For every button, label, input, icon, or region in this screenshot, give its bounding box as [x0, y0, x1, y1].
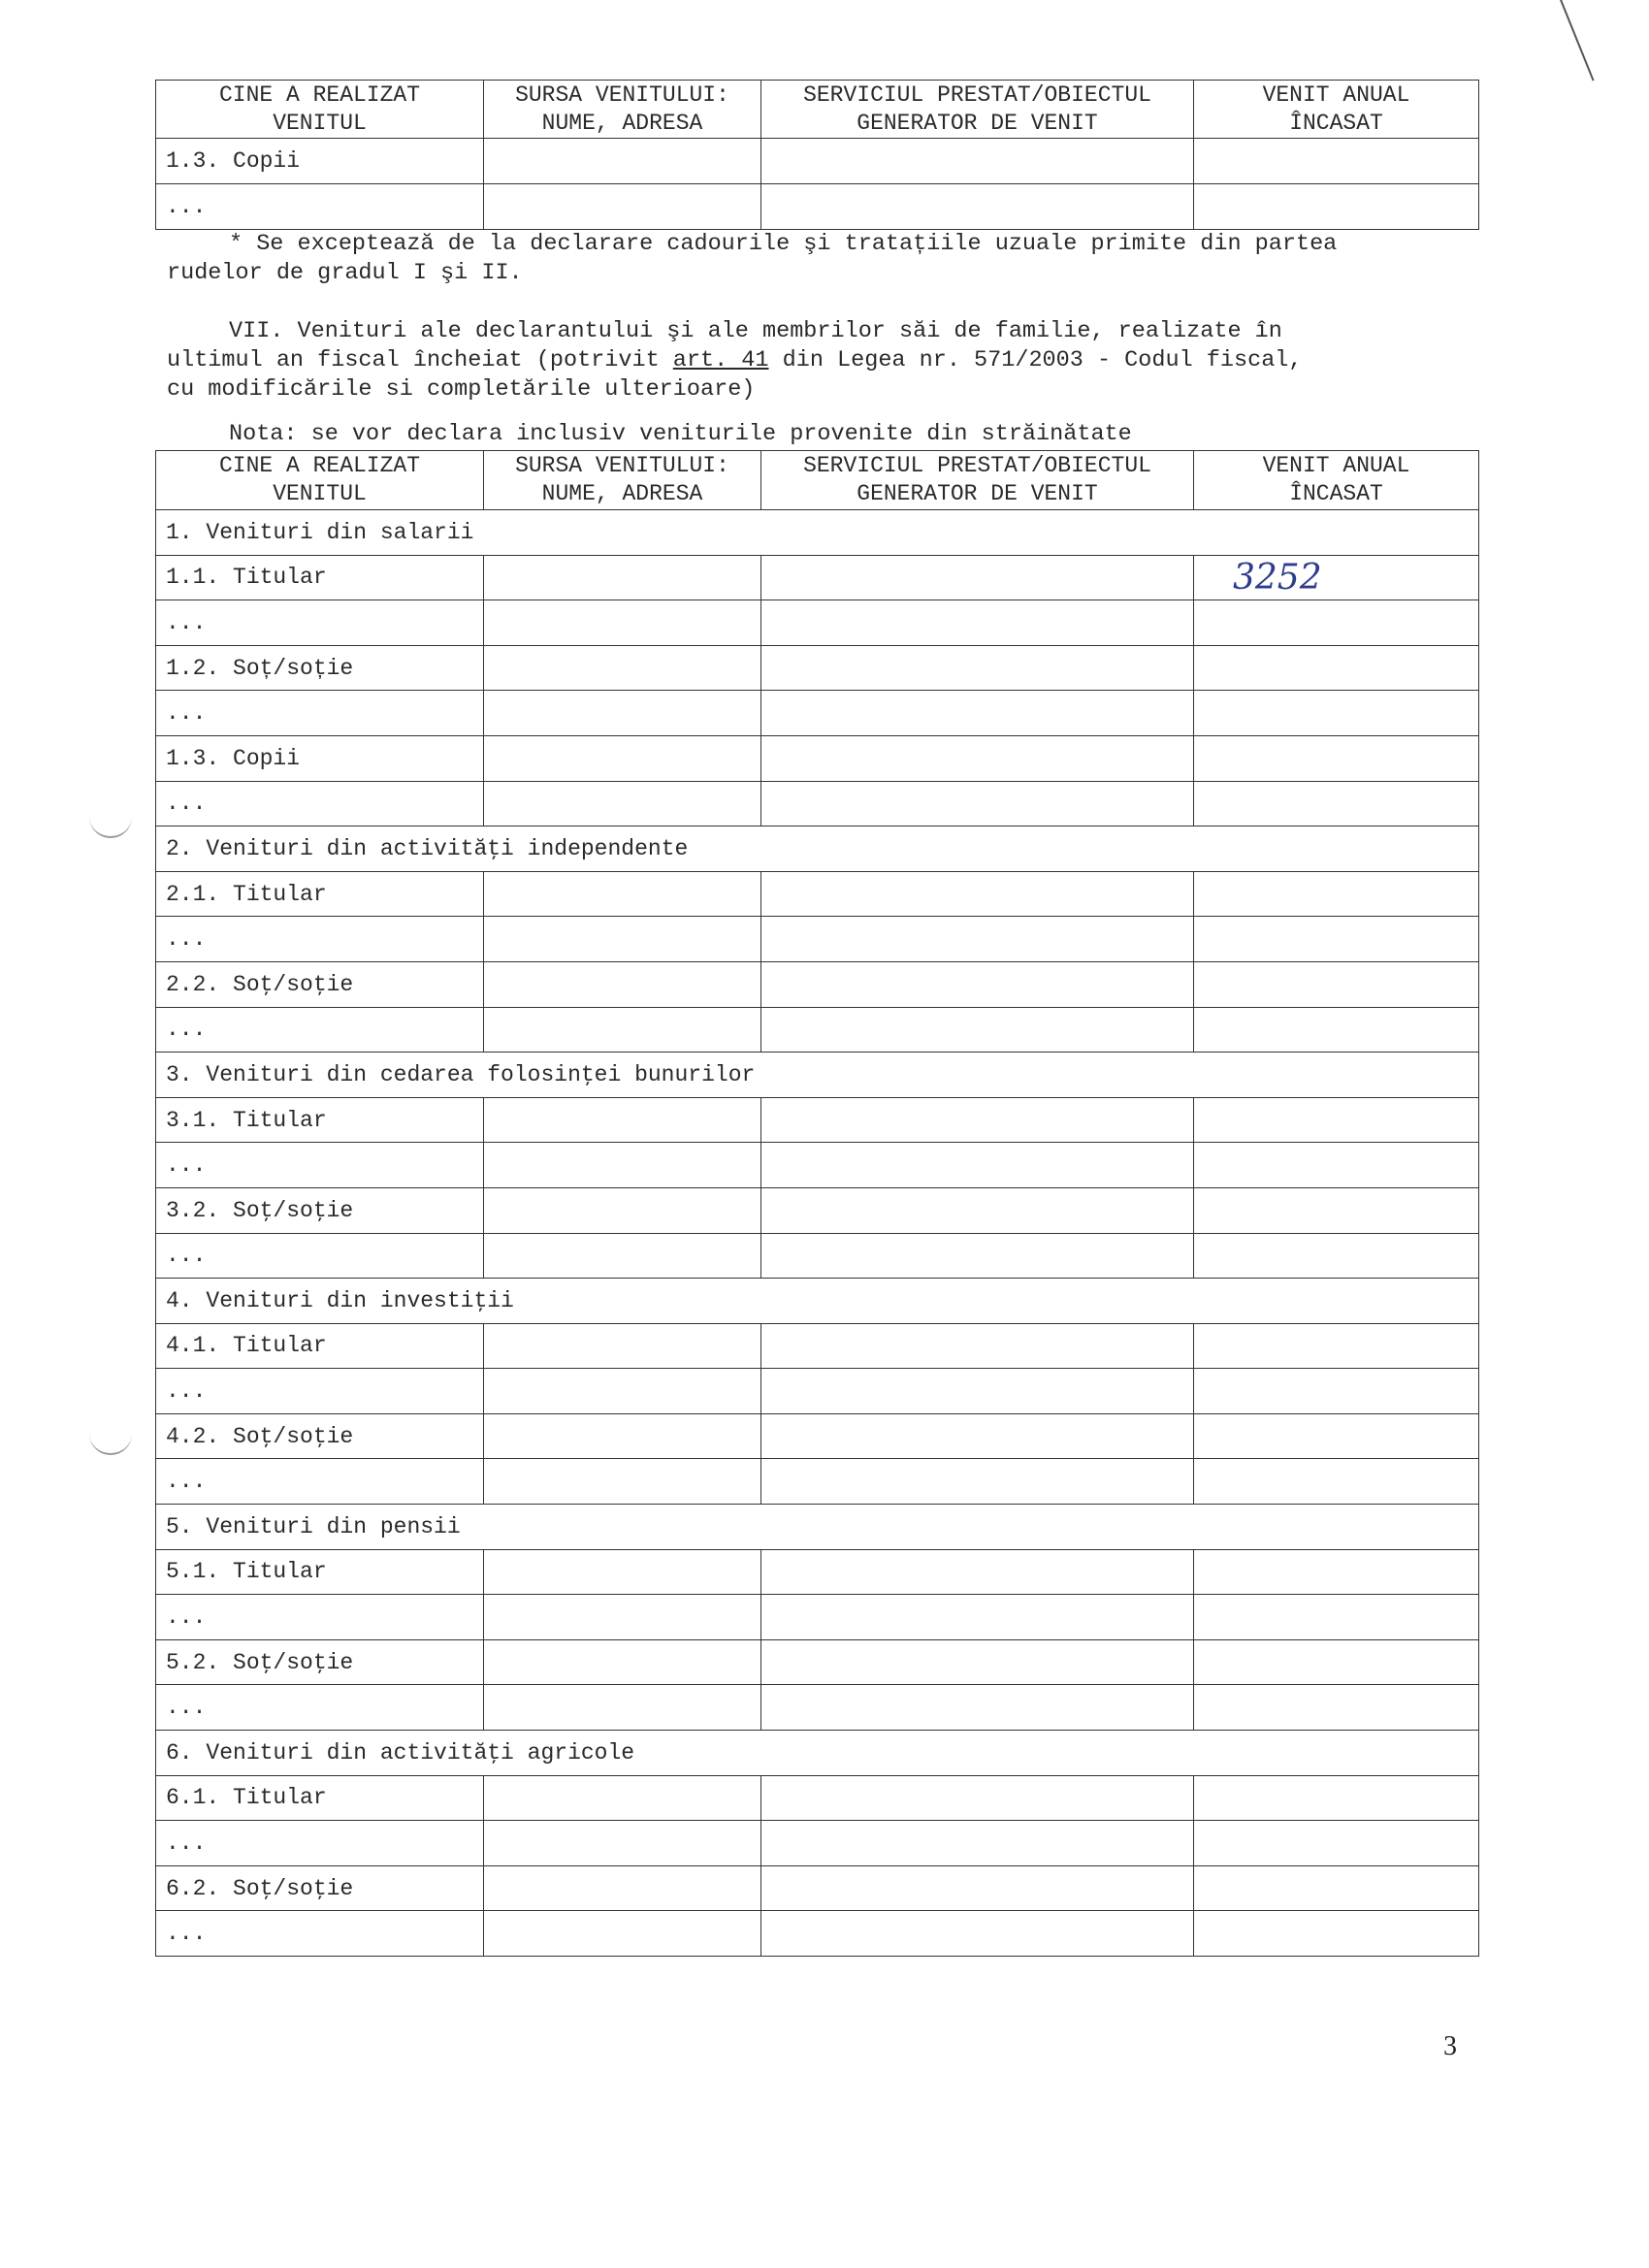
- sursa-cell: [484, 1143, 761, 1188]
- section-title: 3. Venituri din cedarea folosinţei bunurilor: [156, 1053, 1479, 1098]
- serviciul-cell: [761, 1685, 1194, 1731]
- table-row: [156, 1911, 1479, 1957]
- sursa-cell: [484, 1865, 761, 1911]
- sursa-cell: [484, 1369, 761, 1414]
- page-number: 3: [1443, 2031, 1457, 2061]
- venit-cell: [1194, 917, 1479, 962]
- header-sursa: SURSA VENITULUI: NUME, ADRESA: [484, 451, 761, 510]
- legal-reference-link[interactable]: art. 41: [672, 347, 769, 373]
- row-label: ...: [156, 1007, 484, 1053]
- table-row: [156, 781, 1479, 826]
- table-row: [156, 1865, 1479, 1911]
- venit-cell: [1194, 871, 1479, 917]
- serviciul-cell: [761, 961, 1194, 1007]
- footnote-line: * Se exceptează de la declarare cadourile şi tratațiile uzuale primite din partea: [229, 231, 1338, 257]
- sursa-cell: [484, 645, 761, 691]
- serviciul-cell: [761, 1911, 1194, 1957]
- section-row: [156, 1053, 1479, 1098]
- row-label: 6.2. Soţ/soţie: [156, 1865, 484, 1911]
- sursa-cell: [484, 1097, 761, 1143]
- row-label: ...: [156, 1685, 484, 1731]
- serviciul-cell: [761, 1187, 1194, 1233]
- table-row: [156, 1775, 1479, 1821]
- table-row: [156, 1233, 1479, 1279]
- table-row: [156, 1639, 1479, 1685]
- venit-cell: [1194, 139, 1479, 184]
- row-label: ...: [156, 1233, 484, 1279]
- venit-cell: [1194, 1143, 1479, 1188]
- row-label: 1.1. Titular: [156, 555, 484, 600]
- row-label: 6.1. Titular: [156, 1775, 484, 1821]
- row-label: ...: [156, 600, 484, 646]
- header-venit: VENIT ANUAL ÎNCASAT: [1194, 81, 1479, 139]
- table-row: [156, 691, 1479, 736]
- sursa-cell: [484, 1775, 761, 1821]
- sursa-cell: [484, 1007, 761, 1053]
- row-label: ...: [156, 1821, 484, 1866]
- punch-hole-mark: [89, 817, 132, 838]
- row-label: 1.3. Copii: [156, 735, 484, 781]
- serviciul-cell: [761, 1459, 1194, 1505]
- sursa-cell: [484, 781, 761, 826]
- row-label: ...: [156, 184, 484, 230]
- header-serviciul: SERVICIUL PRESTAT/OBIECTUL GENERATOR DE VENIT: [761, 81, 1194, 139]
- footnote-line: rudelor de gradul I şi II.: [167, 260, 523, 286]
- table-row: [156, 1459, 1479, 1505]
- serviciul-cell: [761, 1821, 1194, 1866]
- row-label: ...: [156, 1911, 484, 1957]
- row-label: 1.2. Soț/soție: [156, 645, 484, 691]
- section-line: cu modificările si completările ulterioare): [167, 376, 756, 403]
- row-label: ...: [156, 1369, 484, 1414]
- venit-cell: [1194, 1097, 1479, 1143]
- paper-fold-mark: [1560, 0, 1595, 81]
- sursa-cell: [484, 1233, 761, 1279]
- serviciul-cell: [761, 1413, 1194, 1459]
- section-title: 4. Venituri din investiţii: [156, 1279, 1479, 1324]
- table-row: [156, 555, 1479, 600]
- row-label: ...: [156, 1459, 484, 1505]
- serviciul-cell: [761, 139, 1194, 184]
- table-row: [156, 735, 1479, 781]
- serviciul-cell: [761, 781, 1194, 826]
- income-table: [155, 450, 1479, 1957]
- venit-cell: [1194, 1821, 1479, 1866]
- section-title: 6. Venituri din activităţi agricole: [156, 1731, 1479, 1776]
- serviciul-cell: [761, 1097, 1194, 1143]
- sursa-cell: [484, 1821, 761, 1866]
- sursa-cell: [484, 1459, 761, 1505]
- table-row: [156, 1685, 1479, 1731]
- venit-cell: [1194, 1187, 1479, 1233]
- serviciul-cell: [761, 871, 1194, 917]
- row-label: ...: [156, 917, 484, 962]
- serviciul-cell: [761, 1233, 1194, 1279]
- table-row: [156, 1821, 1479, 1866]
- table-row: [156, 645, 1479, 691]
- row-label: 5.2. Soţ/soţie: [156, 1639, 484, 1685]
- section-row: [156, 826, 1479, 872]
- sursa-cell: [484, 1911, 761, 1957]
- nota-text: Nota: se vor declara inclusiv veniturile provenite din străinătate: [229, 421, 1132, 447]
- section-line: VII. Venituri ale declarantului şi ale membrilor săi de familie, realizate în: [229, 318, 1282, 344]
- table-row: [156, 1369, 1479, 1414]
- row-label: 2.2. Soţ/soţie: [156, 961, 484, 1007]
- row-label: 3.2. Soţ/soţie: [156, 1187, 484, 1233]
- table-row: [156, 1007, 1479, 1053]
- sursa-cell: [484, 139, 761, 184]
- sursa-cell: [484, 555, 761, 600]
- punch-hole-mark: [89, 1434, 132, 1455]
- section-title: 1. Venituri din salarii: [156, 510, 1479, 556]
- serviciul-cell: [761, 1143, 1194, 1188]
- footnote: [167, 230, 1486, 288]
- venit-cell: [1194, 1549, 1479, 1595]
- venit-cell: [1194, 781, 1479, 826]
- serviciul-cell: [761, 1595, 1194, 1640]
- serviciul-cell: [761, 735, 1194, 781]
- venit-cell: [1194, 184, 1479, 230]
- table-row: [156, 1143, 1479, 1188]
- venit-cell: [1194, 600, 1479, 646]
- venit-cell: [1194, 1595, 1479, 1640]
- venit-cell: [1194, 691, 1479, 736]
- serviciul-cell: [761, 555, 1194, 600]
- venit-cell: [1194, 1911, 1479, 1957]
- venit-cell: [1194, 961, 1479, 1007]
- sursa-cell: [484, 735, 761, 781]
- serviciul-cell: [761, 1369, 1194, 1414]
- table-row: [156, 1549, 1479, 1595]
- row-label: ...: [156, 781, 484, 826]
- venit-cell: [1194, 1459, 1479, 1505]
- sursa-cell: [484, 1323, 761, 1369]
- row-label: 2.1. Titular: [156, 871, 484, 917]
- row-label: 5.1. Titular: [156, 1549, 484, 1595]
- header-venit: VENIT ANUAL ÎNCASAT: [1194, 451, 1479, 510]
- venit-cell: [1194, 1639, 1479, 1685]
- row-label: ...: [156, 1595, 484, 1640]
- section-vii-intro: [167, 317, 1486, 405]
- section-row: [156, 1731, 1479, 1776]
- row-label: 3.1. Titular: [156, 1097, 484, 1143]
- table-row: [156, 961, 1479, 1007]
- sursa-cell: [484, 600, 761, 646]
- serviciul-cell: [761, 1007, 1194, 1053]
- section-row: [156, 510, 1479, 556]
- sursa-cell: [484, 1187, 761, 1233]
- serviciul-cell: [761, 691, 1194, 736]
- sursa-cell: [484, 871, 761, 917]
- table-row: [156, 871, 1479, 917]
- sursa-cell: [484, 1685, 761, 1731]
- serviciul-cell: [761, 645, 1194, 691]
- header-sursa: SURSA VENITULUI: NUME, ADRESA: [484, 81, 761, 139]
- section-title: 2. Venituri din activităţi independente: [156, 826, 1479, 872]
- income-table-continued: [155, 80, 1479, 230]
- header-cine: CINE A REALIZAT VENITUL: [156, 451, 484, 510]
- sursa-cell: [484, 1413, 761, 1459]
- venit-cell: [1194, 1369, 1479, 1414]
- sursa-cell: [484, 691, 761, 736]
- serviciul-cell: [761, 600, 1194, 646]
- table-row: [156, 917, 1479, 962]
- row-label: 4.1. Titular: [156, 1323, 484, 1369]
- header-serviciul: SERVICIUL PRESTAT/OBIECTUL GENERATOR DE VENIT: [761, 451, 1194, 510]
- section-line: ultimul an fiscal încheiat (potrivit art. 41 din Legea nr. 571/2003 - Codul fiscal,: [167, 347, 1303, 373]
- venit-cell: [1194, 735, 1479, 781]
- venit-cell: [1194, 1233, 1479, 1279]
- venit-cell: [1194, 1865, 1479, 1911]
- venit-cell: [1194, 1007, 1479, 1053]
- sursa-cell: [484, 961, 761, 1007]
- sursa-cell: [484, 1595, 761, 1640]
- section-title: 5. Venituri din pensii: [156, 1505, 1479, 1550]
- serviciul-cell: [761, 1775, 1194, 1821]
- table-row: [156, 1323, 1479, 1369]
- serviciul-cell: [761, 1865, 1194, 1911]
- serviciul-cell: [761, 1639, 1194, 1685]
- table-row: [156, 1097, 1479, 1143]
- serviciul-cell: [761, 184, 1194, 230]
- venit-amount-handwritten: 3252: [1194, 555, 1479, 600]
- serviciul-cell: [761, 917, 1194, 962]
- sursa-cell: [484, 184, 761, 230]
- row-label: ...: [156, 691, 484, 736]
- section-row: [156, 1505, 1479, 1550]
- section-row: [156, 1279, 1479, 1324]
- venit-cell: [1194, 645, 1479, 691]
- row-label: 1.3. Copii: [156, 139, 484, 184]
- header-cine: CINE A REALIZAT VENITUL: [156, 81, 484, 139]
- sursa-cell: [484, 1639, 761, 1685]
- sursa-cell: [484, 917, 761, 962]
- venit-cell: [1194, 1685, 1479, 1731]
- table-row: [156, 1187, 1479, 1233]
- table-row: [156, 1413, 1479, 1459]
- serviciul-cell: [761, 1549, 1194, 1595]
- venit-cell: [1194, 1413, 1479, 1459]
- row-label: ...: [156, 1143, 484, 1188]
- table-row: [156, 1595, 1479, 1640]
- sursa-cell: [484, 1549, 761, 1595]
- venit-cell: [1194, 1775, 1479, 1821]
- row-label: 4.2. Soţ/soţie: [156, 1413, 484, 1459]
- serviciul-cell: [761, 1323, 1194, 1369]
- venit-cell: [1194, 1323, 1479, 1369]
- table-row: [156, 600, 1479, 646]
